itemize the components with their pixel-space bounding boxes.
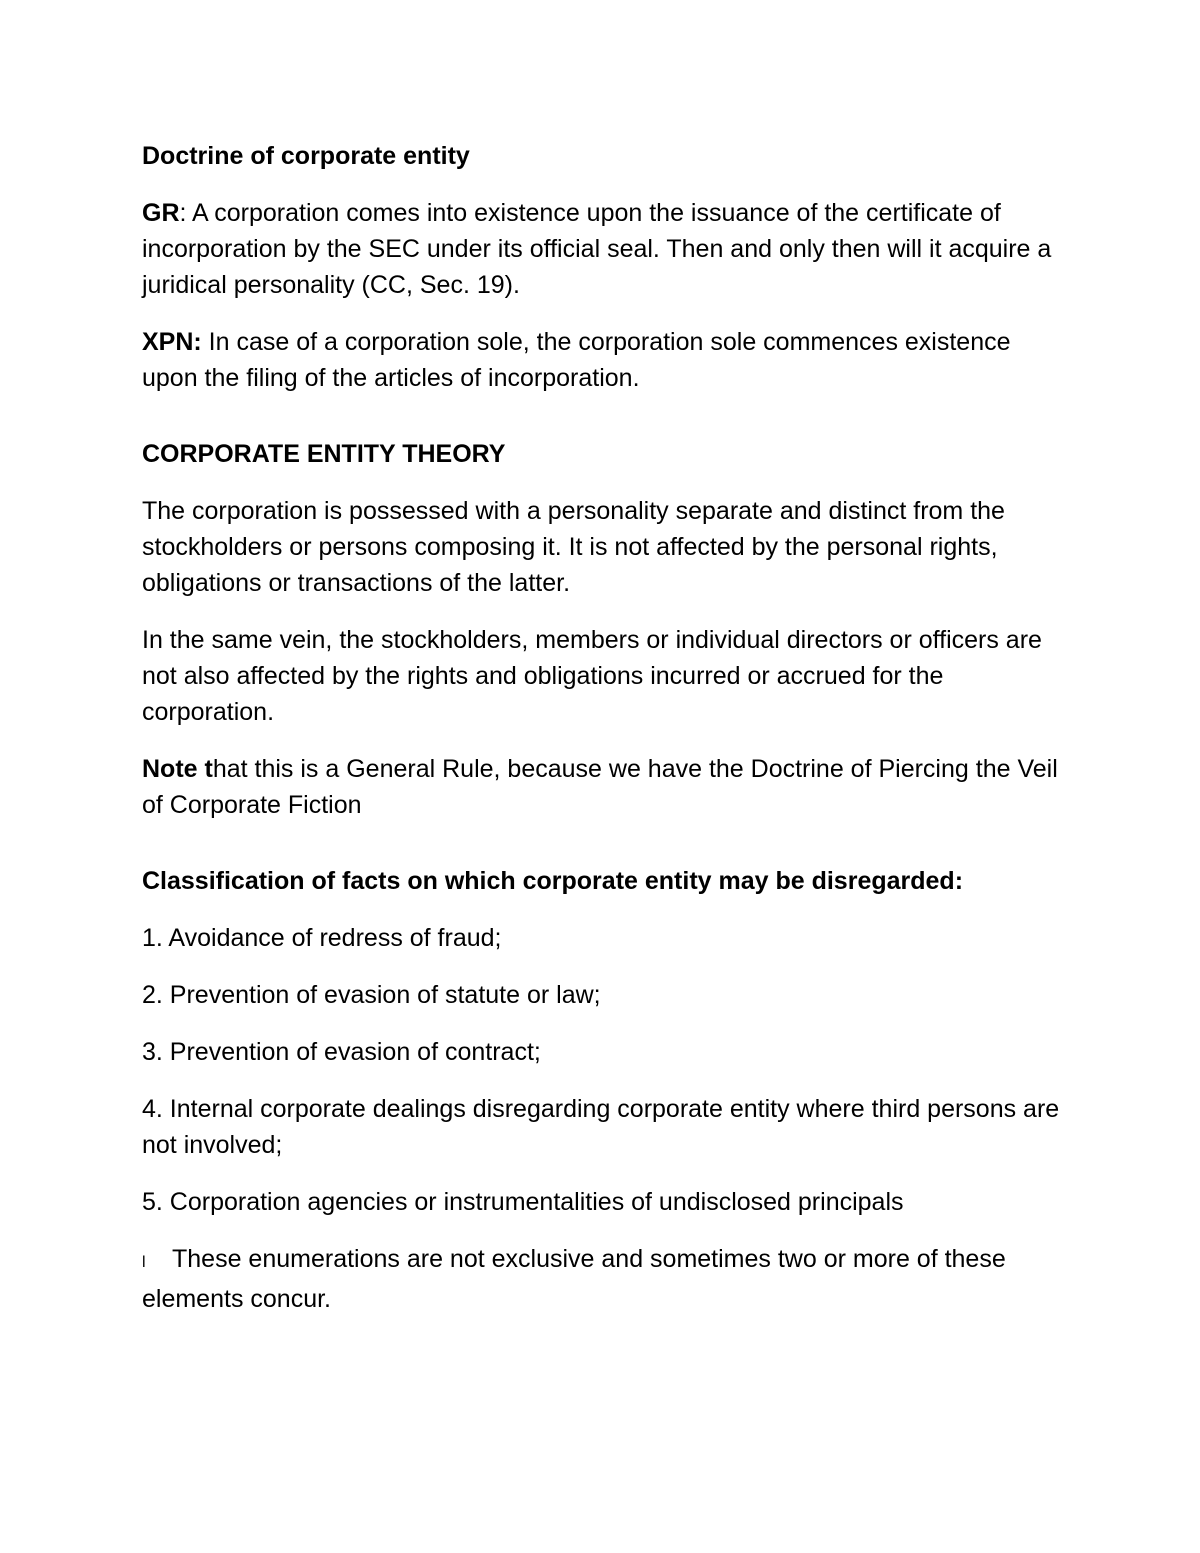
note-label: Note t	[142, 755, 213, 783]
list-item: 3. Prevention of evasion of contract;	[142, 1038, 541, 1066]
list-item: 2. Prevention of evasion of statute or law;	[142, 981, 601, 1009]
theory-heading: CORPORATE ENTITY THEORY	[142, 440, 506, 468]
gr-paragraph	[142, 195, 1072, 303]
note-text: hat this is a General Rule, because we have the Doctrine of Piercing the Veil of Corporate Fiction	[142, 755, 1058, 819]
classification-heading: Classification of facts on which corporate entity may be disregarded:	[142, 867, 964, 895]
list-item: 5. Corporation agencies or instrumentalities of undisclosed principals	[142, 1188, 904, 1216]
list-item: 1. Avoidance of redress of fraud;	[142, 924, 502, 952]
xpn-text: In case of a corporation sole, the corporation sole commences existence upon the filing of the articles of incorporation.	[142, 328, 1011, 392]
xpn-paragraph	[142, 324, 1072, 396]
note-paragraph	[142, 751, 1072, 823]
closing-paragraph	[142, 1241, 1072, 1317]
closing-text: These enumerations are not exclusive and sometimes two or more of these elements concur.	[142, 1245, 1006, 1313]
doc-title: Doctrine of corporate entity	[142, 142, 470, 170]
bullet-mark: l	[142, 1254, 146, 1271]
theory-paragraph-1: The corporation is possessed with a personality separate and distinct from the stockholders or persons composing it. It is not affected by the personal rights, obligations or transactions of the latter.	[142, 497, 1005, 597]
list-item: 4. Internal corporate dealings disregarding corporate entity where third persons are not involved;	[142, 1095, 1060, 1159]
gr-text: : A corporation comes into existence upon the issuance of the certificate of incorporation by the SEC under its official seal. Then and only then will it acquire a juridical personality (CC, Sec. 19).	[142, 199, 1052, 299]
xpn-label: XPN:	[142, 328, 202, 356]
theory-paragraph-2: In the same vein, the stockholders, members or individual directors or officers are not also affected by the rights and obligations incurred or accrued for the corporation.	[142, 626, 1042, 726]
document-page	[142, 138, 1072, 1317]
gr-label: GR	[142, 199, 180, 227]
